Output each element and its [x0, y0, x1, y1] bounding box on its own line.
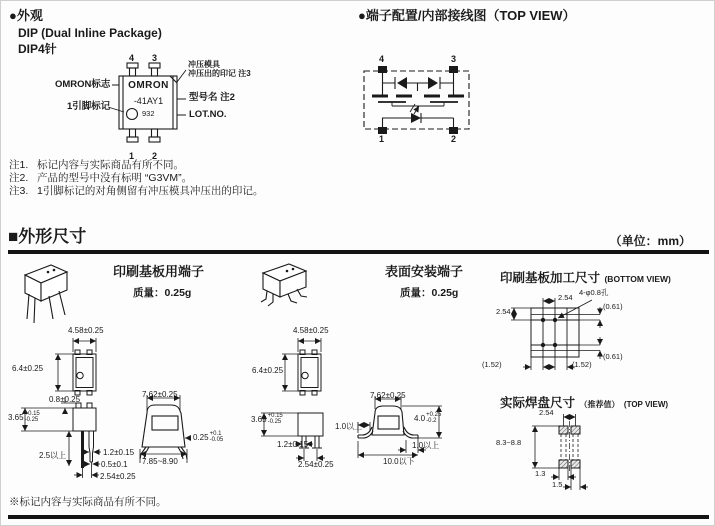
th-side-view-drawing	[140, 395, 191, 463]
section-divider-top	[8, 250, 709, 254]
note-2	[9, 170, 349, 183]
dim-th-pitch: 2.54±0.25	[100, 472, 136, 481]
wiring-title: ●端子配置/内部接线图（TOP VIEW）	[358, 8, 576, 23]
dim-pcb-offset-tr: (0.61)	[603, 302, 623, 311]
dim-smt-foot-right: 1.0以上	[412, 441, 440, 450]
wiring-diagram	[364, 66, 469, 134]
dim-smt-foot-left: 1.0以上	[335, 422, 363, 431]
marking-pin-4: 4	[129, 53, 135, 63]
dim-pad-w1: 1.3	[535, 469, 546, 478]
dim-th-lead-width: 1.2±0.15	[103, 448, 135, 457]
dim-tol-dn: -0.05	[209, 437, 224, 444]
unit-label: （单位：mm）	[609, 234, 691, 248]
appearance-title: ●外观	[9, 8, 43, 23]
dim-th-height: 6.4±0.25	[12, 364, 44, 373]
pad-note-label: （推荐值）	[579, 400, 620, 409]
dim-base: 3.65	[8, 412, 24, 422]
dim-tol-dn: -0.25	[24, 417, 39, 424]
dim-smt-pitch: 2.54±0.25	[298, 460, 334, 469]
note-1	[9, 157, 349, 170]
outline-footnote: ※标记内容与实际商品有所不同。	[9, 496, 167, 508]
callout-model-name: 型号名 注2	[189, 92, 235, 103]
pcb-view-label: (BOTTOM VIEW)	[604, 274, 671, 284]
callout-lot-no: LOT.NO.	[189, 109, 227, 120]
dim-tol-up: +0.1	[209, 431, 222, 437]
dim-pcb-pitch-x: 2.54	[558, 293, 573, 302]
dim-pcb-holes: 4-φ0.8孔	[579, 288, 609, 297]
dim-smt-lead-width: 1.2±0.15	[277, 440, 309, 449]
dim-base: 3.65	[251, 414, 267, 424]
dim-pad-length: 8.3~8.8	[496, 438, 522, 447]
dim-tol-dn: -0.25	[267, 419, 282, 426]
dim-tolerance	[268, 413, 283, 426]
through-hole-3d-image	[25, 265, 67, 323]
dim-th-width: 4.58±0.25	[68, 326, 104, 335]
outline-section-title: ■外形尺寸	[8, 227, 87, 246]
pad-view-label: (TOP VIEW)	[623, 400, 669, 409]
wiring-pin-4: 4	[379, 54, 385, 64]
dim-tol-up: +0.25	[426, 412, 442, 418]
smt-title: 表面安装端子	[385, 264, 464, 279]
wiring-pin-2: 2	[451, 134, 457, 144]
dim-pcb-offset-bc: (1.52)	[572, 360, 592, 369]
dim-th-depth: 7.62±0.25	[142, 390, 178, 399]
callout-stamp-line1: 冲压模具	[188, 60, 220, 69]
dim-tolerance	[210, 431, 224, 444]
note-1-text: 标记内容与实际商品有所不同。	[37, 159, 184, 171]
dim-tol-dn: -0.2	[426, 418, 437, 425]
callout-pin1-mark: 1引脚标记	[67, 101, 111, 112]
note-3-no: 注3.	[9, 185, 29, 197]
smt-3d-image	[261, 264, 307, 306]
dim-tolerance	[25, 411, 40, 424]
dim-th-lead-min: 2.5以上	[39, 451, 67, 460]
section-divider-bottom	[8, 515, 709, 519]
marking-pin-2: 2	[152, 151, 158, 161]
pad-title-text: 实际焊盘尺寸	[500, 396, 576, 410]
dim-th-span: 7.85~8.90	[142, 457, 178, 466]
pad-title	[500, 394, 668, 412]
dim-pcb-offset-br: (0.61)	[603, 352, 623, 361]
dim-smt-width: 4.58±0.25	[293, 326, 329, 335]
dim-pad-w2: 1.5	[552, 480, 563, 489]
dim-base: 4.0	[414, 413, 426, 423]
marking-lot: 932	[142, 109, 155, 118]
dim-tolerance	[426, 412, 441, 425]
note-2-text: 产品的型号中没有标明 “G3VM”。	[37, 172, 193, 184]
dim-smt-span-max: 10.0以下	[383, 457, 415, 466]
dim-th-lead-cross	[193, 431, 223, 444]
smt-top-view-drawing	[282, 338, 321, 395]
pcb-title	[500, 269, 671, 287]
th-top-view-drawing	[55, 338, 96, 395]
note-2-no: 注2.	[9, 172, 29, 184]
note-3	[9, 183, 349, 196]
th-front-view-drawing	[21, 397, 101, 478]
smt-mass: 质量：0.25g	[400, 287, 459, 299]
package-type-label: DIP (Dual Inline Package)	[18, 26, 162, 40]
dim-pcb-offset-bl: (1.52)	[482, 360, 502, 369]
through-hole-mass: 质量：0.25g	[133, 287, 192, 299]
dim-th-lead-thick: 0.5±0.1	[101, 460, 128, 469]
dim-smt-total-height	[414, 412, 441, 425]
dim-tol-up: +0.15	[24, 411, 40, 417]
omron-logo: OMRON	[128, 80, 169, 91]
wiring-pin-3: 3	[451, 54, 457, 64]
dim-pad-pitch: 2.54	[539, 408, 554, 417]
dim-smt-body-height	[251, 413, 283, 426]
dim-th-body-height	[8, 411, 40, 424]
marking-pin-3: 3	[152, 53, 158, 63]
dim-base: 0.25	[193, 432, 209, 442]
wiring-pin-1: 1	[379, 134, 385, 144]
dim-pcb-pitch-y: 2.54	[496, 307, 511, 316]
pcb-title-text: 印刷基板加工尺寸	[500, 271, 601, 285]
marking-pin-1: 1	[129, 151, 135, 161]
dim-tol-up: +0.15	[267, 413, 283, 419]
pin-count-label: DIP4针	[18, 42, 57, 56]
marking-model: -41AY1	[133, 96, 164, 106]
dim-smt-depth: 7.62±0.25	[370, 391, 406, 400]
callout-stamp-line2: 冲压出的印记 注3	[188, 69, 251, 78]
callout-omron-logo: OMRON标志	[55, 79, 111, 90]
dim-smt-height: 6.4±0.25	[252, 366, 284, 375]
note-1-no: 注1.	[9, 159, 29, 171]
through-hole-title: 印刷基板用端子	[113, 264, 205, 279]
note-3-text: 1引脚标记的对角侧留有冲压模具冲压出的印记。	[37, 185, 264, 197]
dim-th-standoff: 0.8±0.25	[49, 395, 81, 404]
